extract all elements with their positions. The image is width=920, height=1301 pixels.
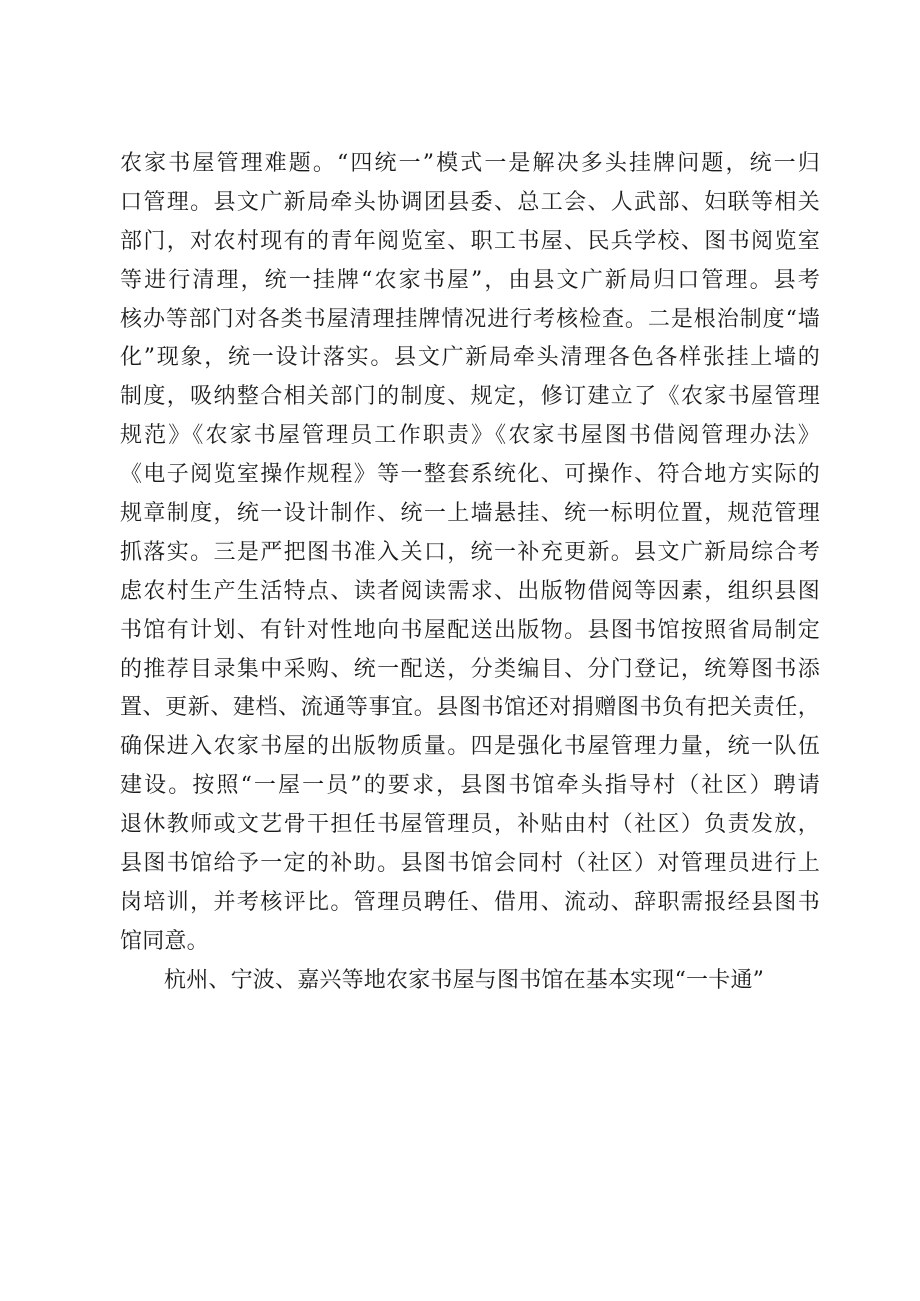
text-line: 等进行清理，统一挂牌“农家书屋”，由县文广新局归口管理。县考: [120, 267, 820, 293]
text-line: 抓落实。三是严把图书准入关口，统一补充更新。县文广新局综合考: [120, 539, 820, 565]
text-line: 农家书屋管理难题。“四统一”模式一是解决多头挂牌问题，统一归: [120, 151, 820, 176]
text-line: 岗培训，并考核评比。管理员聘任、借用、流动、辞职需报经县图书: [120, 889, 820, 915]
text-line: 退休教师或文艺骨干担任书屋管理员，补贴由村（社区）负责发放，: [120, 812, 820, 838]
text-line: 核办等部门对各类书屋清理挂牌情况进行考核检查。二是根治制度“墙: [120, 306, 820, 332]
text-line: 县图书馆给予一定的补助。县图书馆会同村（社区）对管理员进行上: [120, 851, 820, 877]
text-line: 确保进入农家书屋的出版物质量。四是强化书屋管理力量，统一队伍: [120, 734, 820, 760]
text-line: 的推荐目录集中采购、统一配送，分类编目、分门登记，统筹图书添: [120, 656, 820, 682]
text-line: 书馆有计划、有针对性地向书屋配送出版物。县图书馆按照省局制定: [120, 617, 820, 643]
text-line: 《电子阅览室操作规程》等一整套系统化、可操作、符合地方实际的: [120, 462, 820, 488]
text-line: 口管理。县文广新局牵头协调团县委、总工会、人武部、妇联等相关: [120, 189, 820, 215]
text-line: 部门，对农村现有的青年阅览室、职工书屋、民兵学校、图书阅览室: [120, 228, 820, 254]
text-line: 制度，吸纳整合相关部门的制度、规定，修订建立了《农家书屋管理: [120, 384, 820, 410]
text-line: 虑农村生产生活特点、读者阅读需求、出版物借阅等因素，组织县图: [120, 578, 820, 604]
text-line: 规章制度，统一设计制作、统一上墙悬挂、统一标明位置，规范管理: [120, 501, 820, 527]
text-line: 规范》《农家书屋管理员工作职责》《农家书屋图书借阅管理办法》: [120, 423, 820, 449]
paragraph-end-line: 馆同意。: [120, 928, 209, 954]
text-line: 置、更新、建档、流通等事宜。县图书馆还对捐赠图书负有把关责任，: [120, 695, 820, 721]
text-line: 化”现象，统一设计落实。县文广新局牵头清理各色各样张挂上墙的: [120, 345, 820, 371]
next-paragraph-first-line: 杭州、宁波、嘉兴等地农家书屋与图书馆在基本实现“一卡通”: [164, 967, 765, 993]
text-line: 建设。按照“一屋一员”的要求，县图书馆牵头指导村（社区）聘请: [120, 773, 820, 799]
body-text: [120, 145, 820, 1001]
